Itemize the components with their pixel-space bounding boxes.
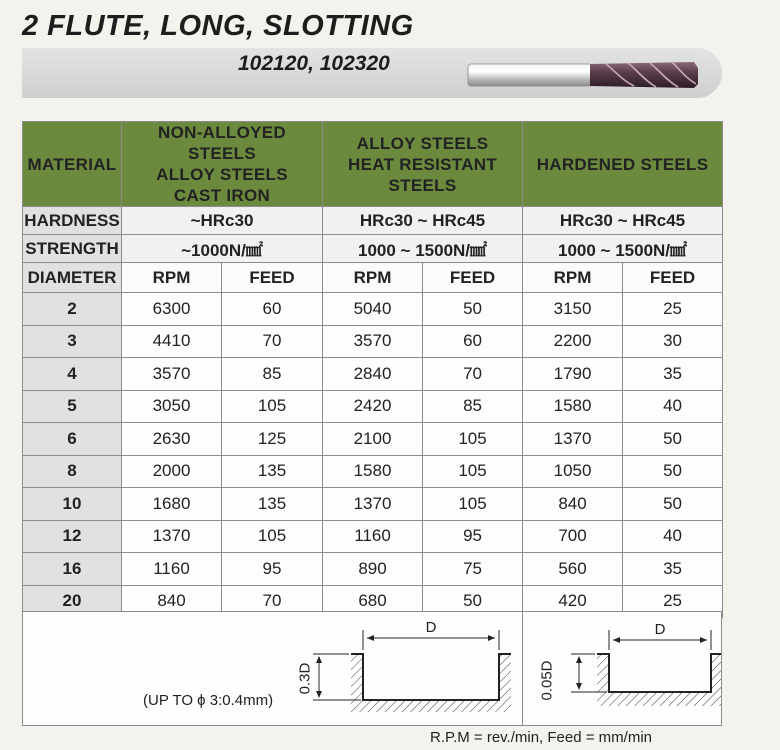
feed-cell: 60 (423, 325, 523, 358)
feed-cell: 40 (623, 390, 723, 423)
rpm-cell: 1790 (523, 358, 623, 391)
rpm-cell: 890 (323, 553, 423, 586)
units-footnote: R.P.M = rev./min, Feed = mm/min (430, 729, 653, 746)
feed-cell: 75 (423, 553, 523, 586)
slot-depth-diagram-right (563, 616, 723, 724)
feed-cell: 105 (423, 423, 523, 456)
rpm-cell: 1580 (523, 390, 623, 423)
slot-depth-diagram-left (311, 616, 511, 724)
diameter-note: (UP TO ϕ 3:0.4mm) (143, 692, 274, 709)
feed-cell: 125 (222, 423, 323, 456)
end-mill-image (466, 58, 702, 92)
diameter-cell: 4 (23, 358, 122, 391)
feed-cell: 50 (623, 488, 723, 521)
feed-cell: 70 (222, 325, 323, 358)
feed-cell: 40 (623, 520, 723, 553)
rpm-header: RPM (523, 263, 623, 293)
width-label-right: D (654, 621, 666, 638)
depth-label-right-wrap (535, 652, 559, 712)
table-row (23, 293, 723, 326)
feed-cell: 30 (623, 325, 723, 358)
rpm-cell: 420 (523, 585, 623, 618)
material-1-line-3: CAST IRON (173, 186, 271, 205)
depth-label-left-wrap (295, 654, 315, 704)
material-column-2 (323, 122, 523, 207)
rpm-cell: 680 (323, 585, 423, 618)
data-rows (23, 293, 723, 618)
material-1-line-1: NON-ALLOYED STEELS (158, 123, 286, 163)
rpm-cell: 2630 (122, 423, 222, 456)
rpm-cell: 1160 (323, 520, 423, 553)
feed-cell: 95 (423, 520, 523, 553)
table-row (23, 488, 723, 521)
feed-cell: 85 (222, 358, 323, 391)
diameter-cell: 20 (23, 585, 122, 618)
material-1-line-2: ALLOY STEELS (156, 165, 288, 184)
hardness-value: HRc30 ~ HRc45 (523, 207, 723, 235)
material-column-1 (122, 122, 323, 207)
rpm-cell: 2000 (122, 455, 222, 488)
rpm-cell: 3150 (523, 293, 623, 326)
feed-cell: 25 (623, 293, 723, 326)
panel-divider (522, 612, 523, 725)
rpm-cell: 560 (523, 553, 623, 586)
feed-cell: 85 (423, 390, 523, 423)
table-row (23, 455, 723, 488)
feed-cell: 50 (423, 293, 523, 326)
material-2-line-1: ALLOY STEELS (356, 133, 489, 153)
strength-value: 1000 ~ 1500N/㎟ (523, 235, 723, 263)
feed-cell: 50 (623, 423, 723, 456)
rpm-cell: 4410 (122, 325, 222, 358)
diameter-header: DIAMETER (23, 263, 122, 293)
feed-header: FEED (623, 263, 723, 293)
feed-cell: 105 (222, 520, 323, 553)
material-header: MATERIAL (23, 122, 122, 207)
feed-cell: 35 (623, 358, 723, 391)
table-row (23, 390, 723, 423)
rpm-cell: 2200 (523, 325, 623, 358)
diameter-cell: 3 (23, 325, 122, 358)
rpm-cell: 3570 (323, 325, 423, 358)
table-row (23, 520, 723, 553)
strength-value: ~1000N/㎟ (122, 235, 323, 263)
feed-cell: 135 (222, 488, 323, 521)
feed-cell: 135 (222, 455, 323, 488)
feed-cell: 105 (423, 455, 523, 488)
feed-cell: 50 (623, 455, 723, 488)
table-row (23, 325, 723, 358)
cutting-conditions-table (22, 121, 723, 618)
rpm-cell: 1160 (122, 553, 222, 586)
diameter-cell: 6 (23, 423, 122, 456)
rpm-cell: 5040 (323, 293, 423, 326)
material-3-line-1: HARDENED STEELS (536, 154, 709, 174)
diameter-cell: 12 (23, 520, 122, 553)
feed-cell: 95 (222, 553, 323, 586)
feed-header: FEED (222, 263, 323, 293)
diameter-cell: 5 (23, 390, 122, 423)
feed-cell: 70 (222, 585, 323, 618)
table-row (23, 423, 723, 456)
diameter-cell: 8 (23, 455, 122, 488)
slot-diagrams-panel (22, 611, 722, 726)
diameter-cell: 16 (23, 553, 122, 586)
depth-label-right: 0.05D (538, 660, 556, 701)
rpm-cell: 2420 (323, 390, 423, 423)
table-row (23, 358, 723, 391)
feed-cell: 25 (623, 585, 723, 618)
rpm-cell: 1370 (323, 488, 423, 521)
product-codes: 102120, 102320 (238, 52, 390, 75)
rpm-header: RPM (122, 263, 222, 293)
hardness-value: ~HRc30 (122, 207, 323, 235)
rpm-cell: 3050 (122, 390, 222, 423)
feed-header: FEED (423, 263, 523, 293)
hardness-label: HARDNESS (23, 207, 122, 235)
strength-value: 1000 ~ 1500N/㎟ (323, 235, 523, 263)
diameter-cell: 2 (23, 293, 122, 326)
rpm-cell: 1370 (523, 423, 623, 456)
rpm-cell: 1580 (323, 455, 423, 488)
material-2-line-2: HEAT RESISTANT (348, 154, 498, 174)
width-label-left: D (425, 619, 437, 636)
feed-cell: 60 (222, 293, 323, 326)
rpm-cell: 840 (122, 585, 222, 618)
depth-label-left: 0.3D (296, 662, 314, 695)
hardness-value: HRc30 ~ HRc45 (323, 207, 523, 235)
rpm-cell: 2840 (323, 358, 423, 391)
table-row (23, 553, 723, 586)
rpm-cell: 1370 (122, 520, 222, 553)
feed-cell: 35 (623, 553, 723, 586)
feed-cell: 105 (423, 488, 523, 521)
feed-cell: 70 (423, 358, 523, 391)
rpm-cell: 840 (523, 488, 623, 521)
material-2-line-3: STEELS (388, 175, 457, 195)
material-column-3 (523, 122, 723, 207)
page-title: 2 FLUTE, LONG, SLOTTING (22, 10, 414, 42)
rpm-cell: 1050 (523, 455, 623, 488)
rpm-cell: 700 (523, 520, 623, 553)
rpm-cell: 3570 (122, 358, 222, 391)
rpm-cell: 2100 (323, 423, 423, 456)
rpm-cell: 6300 (122, 293, 222, 326)
feed-cell: 50 (423, 585, 523, 618)
strength-label: STRENGTH (23, 235, 122, 263)
rpm-cell: 1680 (122, 488, 222, 521)
diameter-cell: 10 (23, 488, 122, 521)
rpm-header: RPM (323, 263, 423, 293)
feed-cell: 105 (222, 390, 323, 423)
